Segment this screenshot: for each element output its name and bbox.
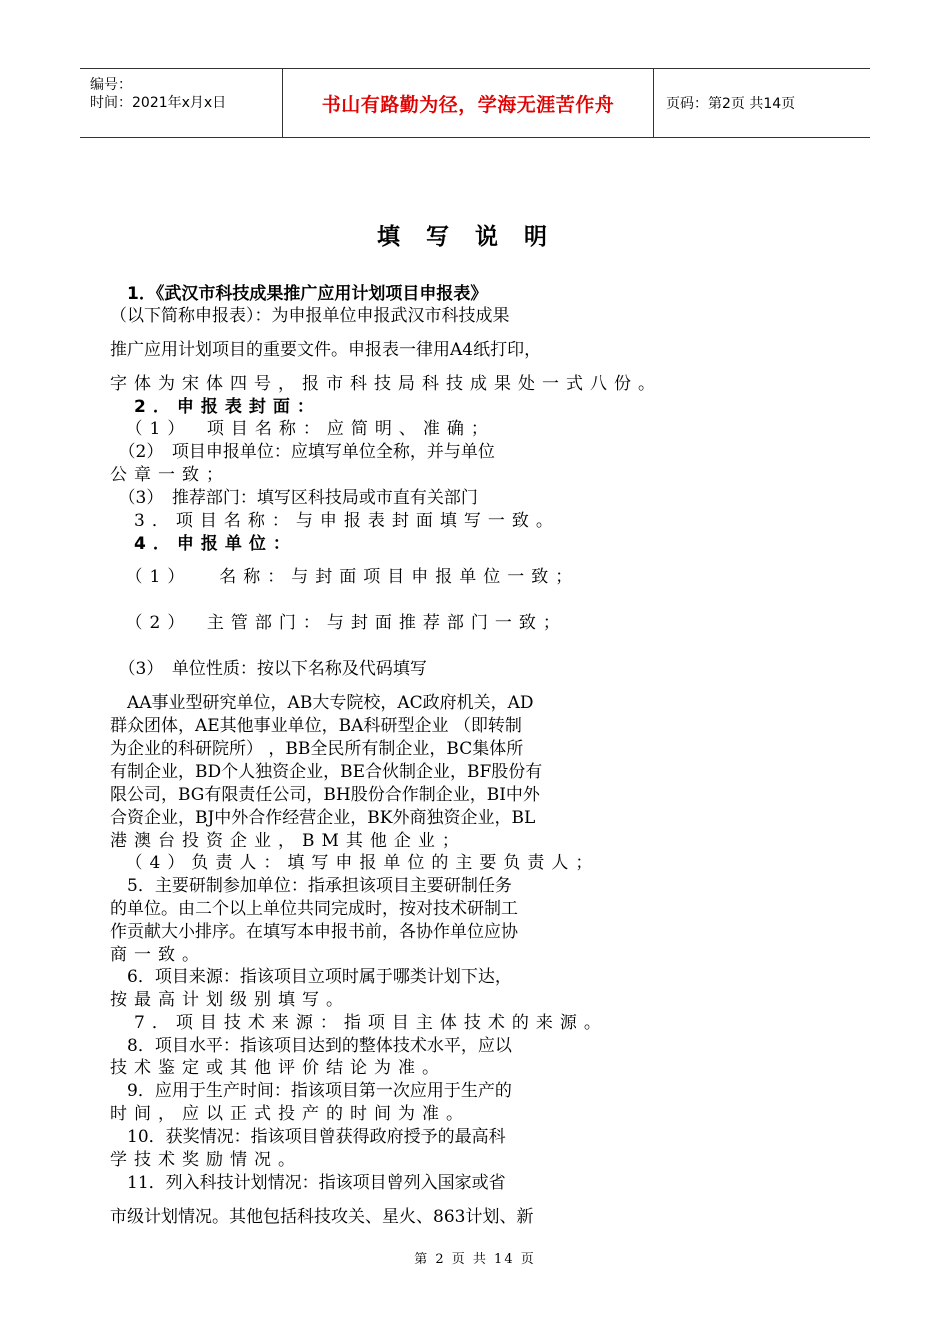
body-line: 6．项目来源：指该项目立项时属于哪类计划下达， [110,967,512,987]
body-line: 有制企业，BD个人独资企业，BE合伙制企业，BF股份有 [110,762,543,782]
header-motto-cell [283,69,654,137]
body-line: 时间，应以正式投产的时间为准。 [110,1104,470,1124]
header-page-info: 页码：第2页 共14页 [666,96,796,112]
body-line: （3） 单位性质：按以下名称及代码填写 [110,659,427,679]
body-line: 1．《武汉市科技成果推广应用计划项目申报表》 [110,284,488,304]
body-line: 合资企业，BJ中外合作经营企业，BK外商独资企业，BL [110,808,536,828]
body-line: 3．项目名称：与申报表封面填写一致。 [110,511,560,531]
body-line: AA事业型研究单位，AB大专院校，AC政府机关，AD [110,693,534,713]
header-number: 编号： [90,77,132,93]
body-line: 商一致。 [110,945,206,965]
body-line: （1） 名称：与封面项目申报单位一致； [110,567,580,587]
body-line: 市级计划情况。其他包括科技攻关、星火、863计划、新 [110,1207,534,1227]
body-line: 11．列入科技计划情况：指该项目曾列入国家或省 [110,1173,506,1193]
body-line: 5．主要研制参加单位：指承担该项目主要研制任务 [110,876,512,896]
header-motto: 书山有路勤为径，学海无涯苦作舟 [321,93,615,116]
body-line: 字体为宋体四号，报市科技局科技成果处一式八份。 [110,374,662,394]
body-line: 为企业的科研院所） ，BB全民所有制企业，BC集体所 [110,739,524,759]
body-line: 限公司，BG有限责任公司，BH股份合作制企业，BI中外 [110,785,540,805]
header-left-cell [80,69,283,137]
body-line: （4）负责人：填写申报单位的主要负责人； [110,853,600,873]
header-time: 时间：2021年x月x日 [90,95,227,111]
page-title: 填写说明 [377,224,573,250]
body-line: 港澳台投资企业，BM其他企业； [110,831,466,851]
body-line: 学技术奖励情况。 [110,1150,302,1170]
body-line: 9．应用于生产时间：指该项目第一次应用于生产的 [110,1081,512,1101]
body-line: 技术鉴定或其他评价结论为准。 [110,1058,446,1078]
body-line: 作贡献大小排序。在填写本申报书前，各协作单位应协 [110,922,518,942]
body-line: 2．申报表封面： [110,397,321,417]
header-table [80,68,870,138]
body-line: 的单位。由二个以上单位共同完成时，按对技术研制工 [110,899,518,919]
body-line: 4．申报单位： [110,534,297,554]
body-line: 群众团体，AE其他事业单位，BA科研型企业 （即转制 [110,716,522,736]
body-line: 按最高计划级别填写。 [110,990,350,1010]
body-line: 公章一致； [110,465,230,485]
body-line: （3） 推荐部门：填写区科技局或市直有关部门 [110,488,478,508]
body-line: （以下简称申报表）：为申报单位申报武汉市科技成果 [110,306,510,326]
body-line: （2） 项目申报单位：应填写单位全称，并与单位 [110,442,495,462]
body-line: （2） 主管部门：与封面推荐部门一致； [110,613,567,633]
page-footer: 第 2 页 共 14 页 [414,1252,536,1267]
body-line: 推广应用计划项目的重要文件。申报表一律用A4纸打印， [110,340,542,360]
body-line: 8．项目水平：指该项目达到的整体技术水平，应以 [110,1036,512,1056]
body-line: （1） 项目名称：应简明、准确； [110,419,495,439]
body-line: 10．获奖情况：指该项目曾获得政府授予的最高科 [110,1127,506,1147]
body-line: 7．项目技术来源：指项目主体技术的来源。 [110,1013,608,1033]
